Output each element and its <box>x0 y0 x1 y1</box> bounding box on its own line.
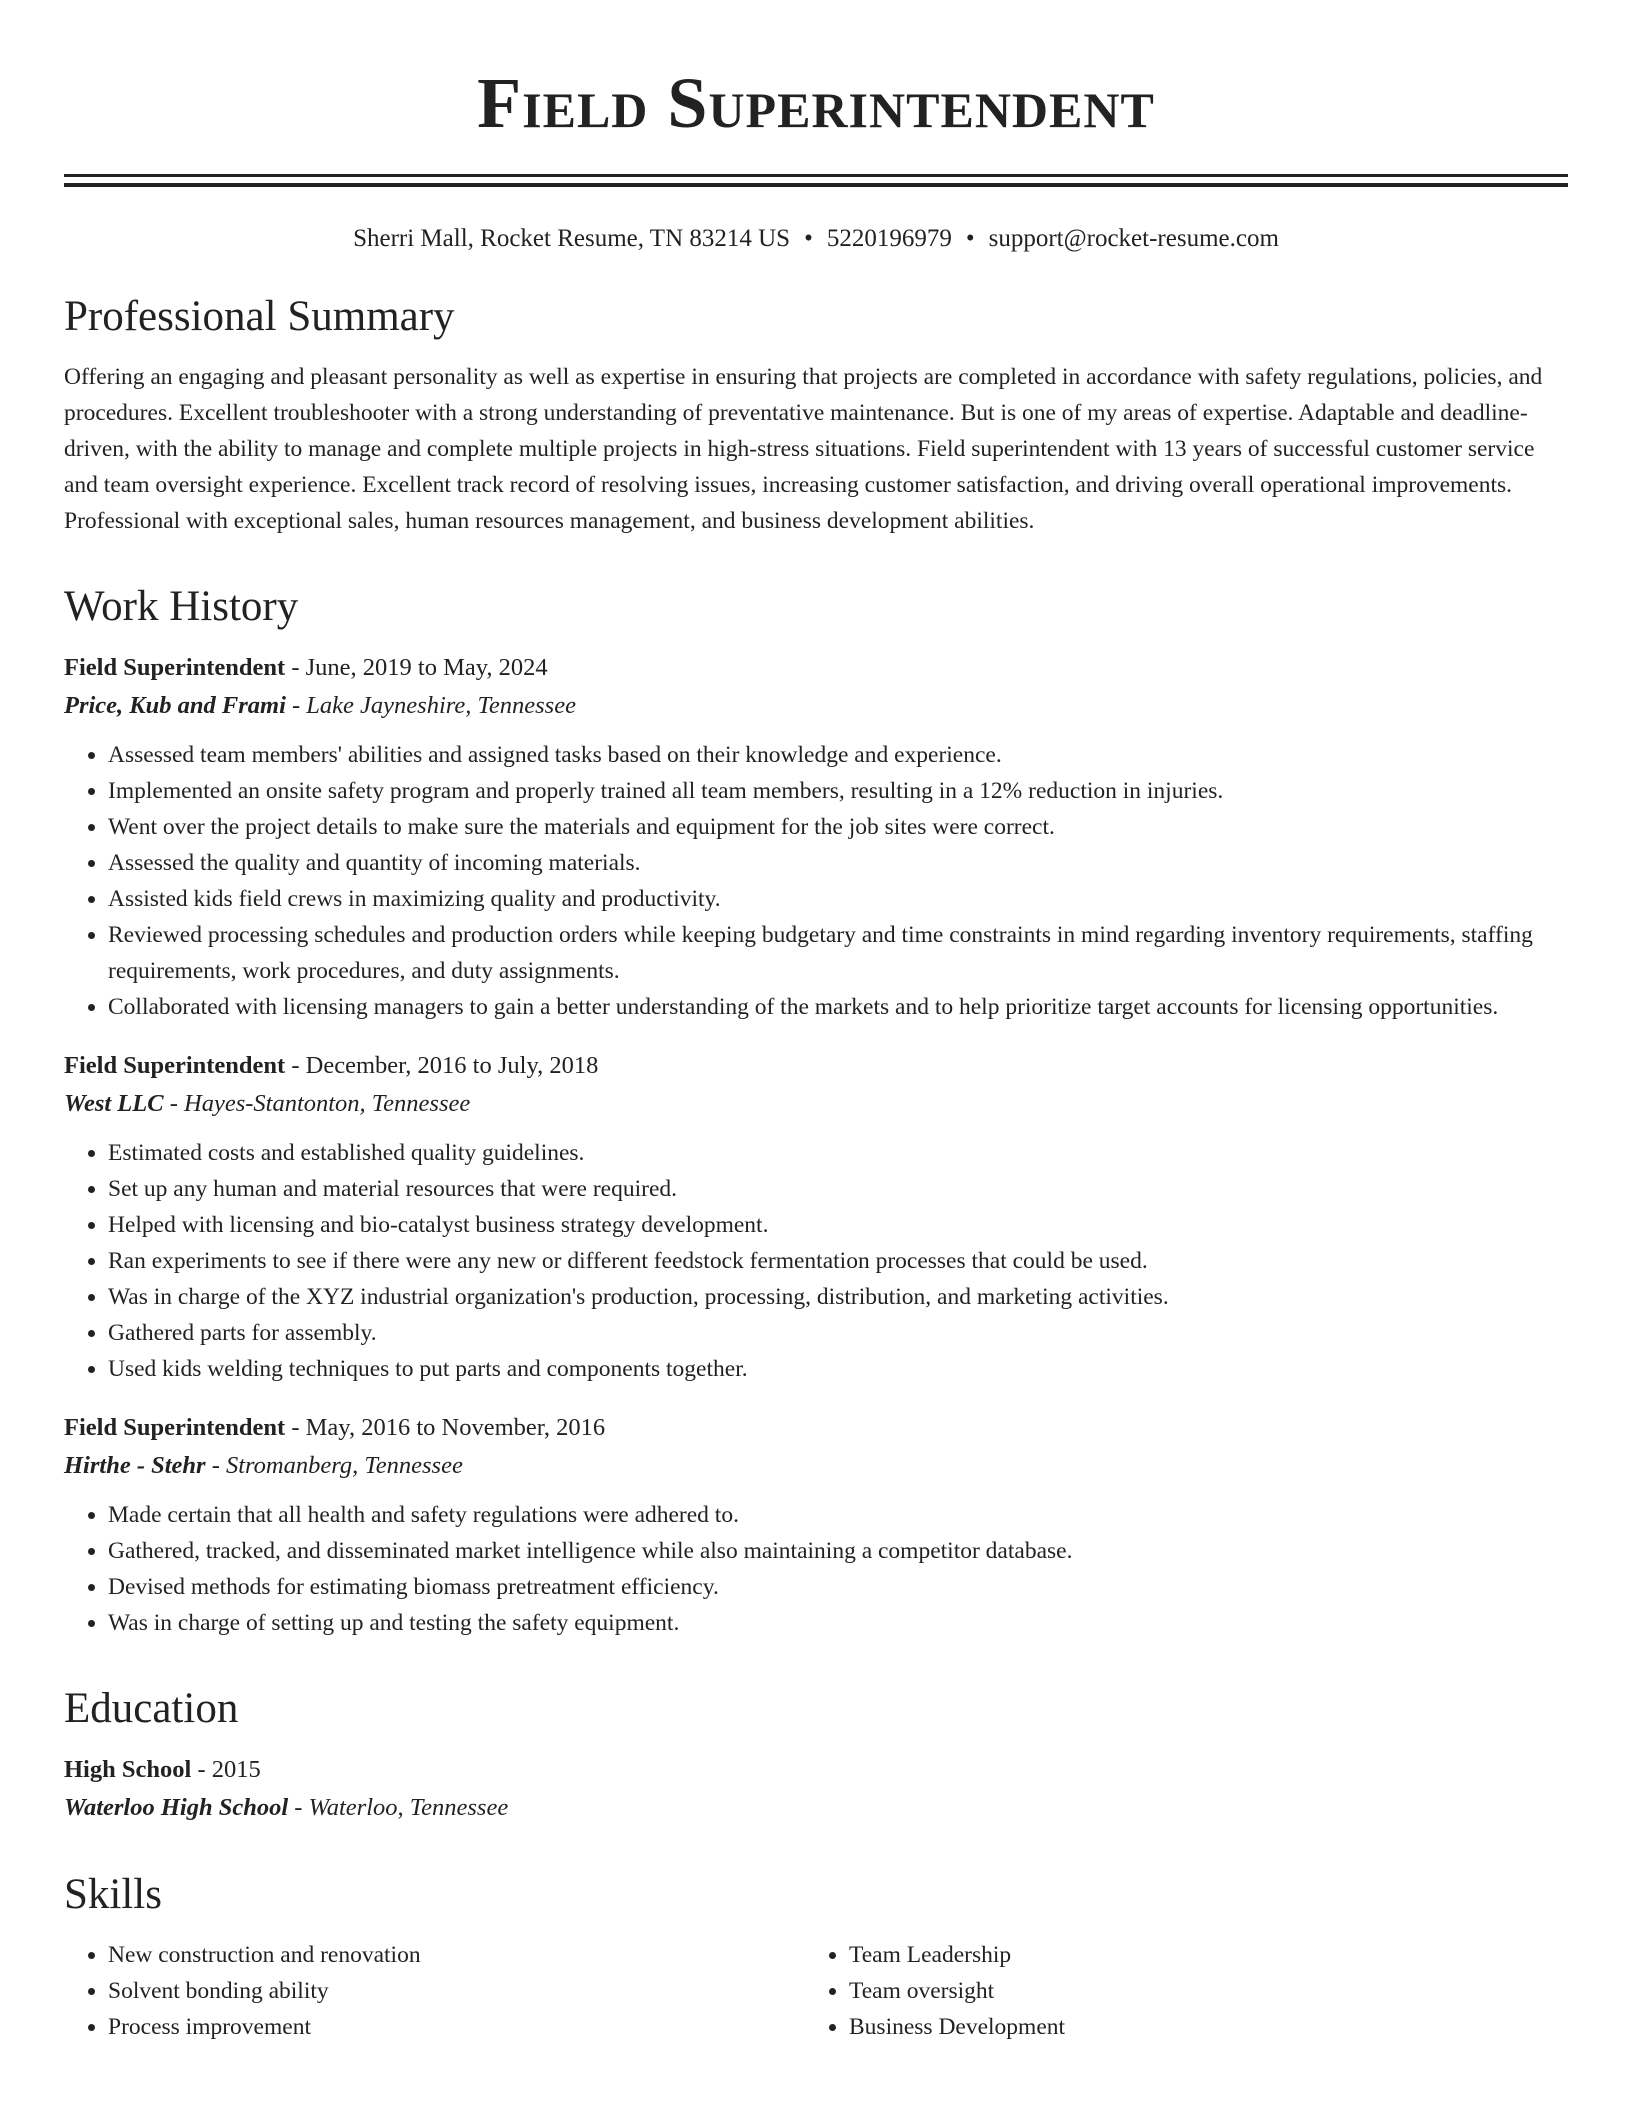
list-item: • Used kids welding techniques to put parts and components together. <box>108 1351 1568 1387</box>
skill-item: • Team oversight <box>849 1973 1546 2009</box>
list-item: • Devised methods for estimating biomass pretreatment efficiency. <box>108 1569 1568 1605</box>
job-company-line <box>64 1085 1568 1123</box>
education-entry <box>64 1751 1568 1827</box>
list-item: • Estimated costs and established quality guidelines. <box>108 1135 1568 1171</box>
skill-item: • Team Leadership <box>849 1937 1546 1973</box>
education-header <box>64 1751 1568 1789</box>
list-item: • Implemented an onsite safety program and properly trained all team members, resulting in a 12% reduction in injuries. <box>108 773 1568 809</box>
skills-heading: Skills <box>64 1871 162 1918</box>
title-rule-top <box>64 174 1568 177</box>
job-company-line <box>64 687 1568 725</box>
skill-item: • Business Development <box>849 2009 1546 2045</box>
list-item: • Set up any human and material resources that were required. <box>108 1171 1568 1207</box>
job-location: - Lake Jayneshire, Tennessee <box>285 692 576 719</box>
contact-address: Sherri Mall, Rocket Resume, TN 83214 US <box>353 225 791 252</box>
education-heading: Education <box>64 1685 239 1732</box>
contact-separator: • <box>965 225 975 252</box>
education-school: Waterloo High School <box>64 1794 289 1821</box>
job-entry <box>64 1047 1568 1387</box>
list-item: • Collaborated with licensing managers to gain a better understanding of the markets and to help prioritize target accounts for licensing opportunities. <box>108 989 1568 1025</box>
skills-left-column <box>64 1937 805 2045</box>
job-title: Field Superintendent <box>64 1052 286 1079</box>
job-title: Field Superintendent <box>64 654 286 681</box>
list-item: • Assessed the quality and quantity of incoming materials. <box>108 845 1568 881</box>
job-location: - Stromanberg, Tennessee <box>205 1452 463 1479</box>
list-item: • Helped with licensing and bio-catalyst business strategy development. <box>108 1207 1568 1243</box>
list-item: • Gathered parts for assembly. <box>108 1315 1568 1351</box>
job-dates: - December, 2016 to July, 2018 <box>285 1052 599 1079</box>
education-school-line <box>64 1789 1568 1827</box>
skill-item: • New construction and renovation <box>108 1937 805 1973</box>
skills-right-column <box>805 1937 1546 2045</box>
job-bullets <box>64 737 1568 1025</box>
contact-email: support@rocket-resume.com <box>988 225 1279 252</box>
job-company: Price, Kub and Frami <box>64 692 286 719</box>
contact-line <box>64 223 1568 255</box>
job-header <box>64 649 1568 687</box>
education-year: - 2015 <box>191 1756 261 1783</box>
summary-heading: Professional Summary <box>64 293 455 340</box>
job-location: - Hayes-Stantonton, Tennessee <box>163 1090 471 1117</box>
list-item: • Gathered, tracked, and disseminated market intelligence while also maintaining a competitor database. <box>108 1533 1568 1569</box>
job-title: Field Superintendent <box>64 1414 286 1441</box>
job-bullets <box>64 1497 1568 1641</box>
job-header <box>64 1409 1568 1447</box>
skill-item: • Solvent bonding ability <box>108 1973 805 2009</box>
list-item: • Was in charge of setting up and testing the safety equipment. <box>108 1605 1568 1641</box>
resume-title: Field Superintendent <box>477 63 1155 143</box>
job-entry <box>64 1409 1568 1641</box>
job-dates: - May, 2016 to November, 2016 <box>285 1414 606 1441</box>
list-item: • Assisted kids field crews in maximizing quality and productivity. <box>108 881 1568 917</box>
job-company-line <box>64 1447 1568 1485</box>
contact-separator: • <box>804 225 813 252</box>
list-item: • Reviewed processing schedules and production orders while keeping budgetary and time constraints in mind regarding inventory requirements, staffing requirements, work procedures, and duty assignments. <box>108 917 1568 989</box>
title-rule-bottom <box>64 183 1568 187</box>
summary-text: Offering an engaging and pleasant personality as well as expertise in ensuring that projects are completed in accordance with safety regulations, policies, and procedures. Excellent troubleshooter with a strong understanding of preventative maintenance. But is one of my areas of expertise. Adaptable and deadline-driven, with the ability to manage and complete multiple projects in high-stress situations. Field superintendent with 13 years of successful customer service and team oversight experience. Excellent track record of resolving issues, increasing customer satisfaction, and driving overall operational improvements. Professional with exceptional sales, human resources management, and business development abilities. <box>64 364 1543 534</box>
list-item: • Made certain that all health and safety regulations were adhered to. <box>108 1497 1568 1533</box>
job-company: West LLC <box>64 1090 164 1117</box>
job-header <box>64 1047 1568 1085</box>
job-dates: - June, 2019 to May, 2024 <box>285 654 548 681</box>
skill-item: • Process improvement <box>108 2009 805 2045</box>
list-item: • Was in charge of the XYZ industrial organization's production, processing, distribution, and marketing activities. <box>108 1279 1568 1315</box>
skills-columns <box>64 1937 1568 2045</box>
job-entry <box>64 649 1568 1025</box>
work-history-heading: Work History <box>64 583 299 630</box>
job-bullets <box>64 1135 1568 1387</box>
list-item: • Ran experiments to see if there were any new or different feedstock fermentation processes that could be used. <box>108 1243 1568 1279</box>
contact-phone: 5220196979 <box>826 225 952 252</box>
list-item: • Assessed team members' abilities and assigned tasks based on their knowledge and experience. <box>108 737 1568 773</box>
job-company: Hirthe - Stehr <box>64 1452 206 1479</box>
education-location: - Waterloo, Tennessee <box>288 1794 509 1821</box>
education-degree: High School <box>64 1756 192 1783</box>
list-item: • Went over the project details to make sure the materials and equipment for the job sites were correct. <box>108 809 1568 845</box>
